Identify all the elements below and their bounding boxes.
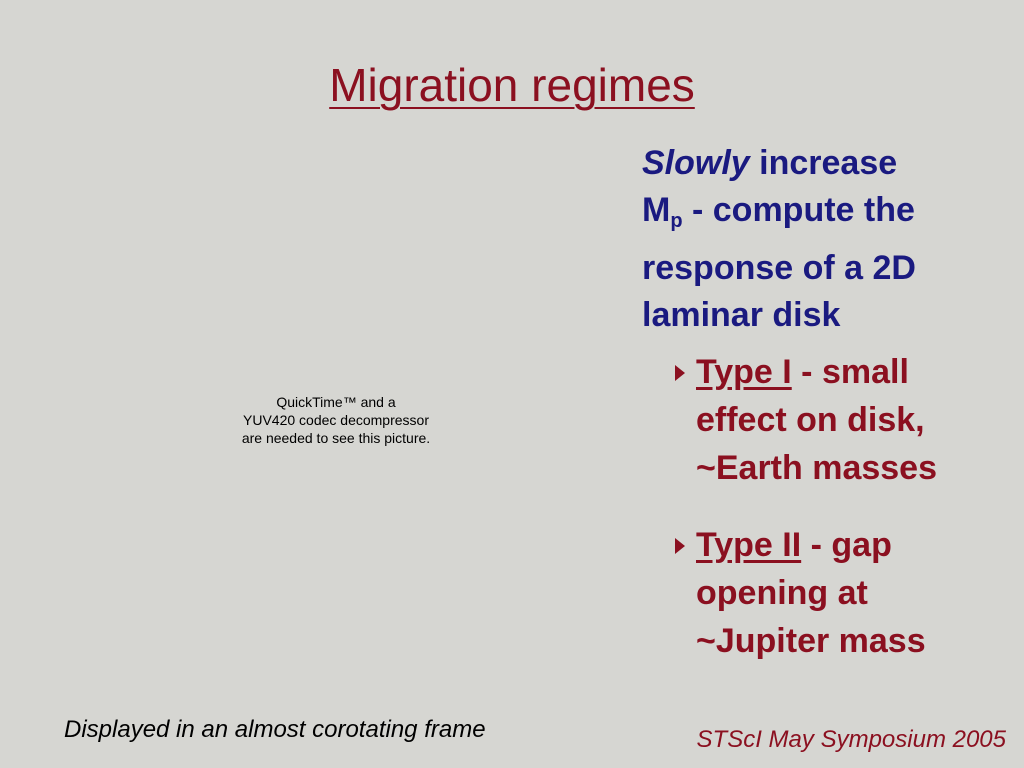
emphasis-word: Slowly (642, 144, 750, 182)
caption-right: STScI May Symposium 2005 (696, 726, 1006, 753)
main-point (642, 140, 1002, 339)
bullet-arrow-icon (675, 538, 685, 554)
mass-subscript: p (670, 210, 683, 232)
bullet-text (696, 521, 1015, 665)
main-point-line3: response of a 2D (642, 249, 916, 287)
bullet-type-ii (675, 521, 1015, 665)
media-placeholder-line1: QuickTime™ and a (276, 394, 396, 410)
slide-title: Migration regimes (329, 59, 695, 111)
mass-symbol: M (642, 191, 671, 229)
bullet-line1 (696, 526, 892, 564)
media-placeholder (196, 393, 476, 447)
bullet-line3: ~Earth masses (696, 449, 937, 487)
media-placeholder-line2: YUV420 codec decompressor (243, 412, 429, 428)
bullet-line2: opening at (696, 574, 868, 612)
bullet-type-i (675, 348, 1015, 492)
main-point-line1 (642, 140, 1002, 187)
bullet-line1 (696, 353, 909, 391)
bullet-line1-rest: - small (791, 353, 909, 391)
bullet-term: Type I (696, 353, 792, 391)
main-point-line1-rest: increase (749, 144, 898, 182)
main-point-line2 (642, 187, 1002, 245)
bullet-term: Type II (696, 526, 802, 564)
bullet-text (696, 348, 1015, 492)
bullet-arrow-icon (675, 365, 685, 381)
bullet-line1-rest: - gap (801, 526, 892, 564)
main-point-line4: laminar disk (642, 296, 841, 334)
caption-left: Displayed in an almost corotating frame (64, 716, 486, 743)
bullet-line2: effect on disk, (696, 401, 925, 439)
bullet-line3: ~Jupiter mass (696, 622, 926, 660)
main-point-line2-rest: - compute the (682, 191, 915, 229)
media-placeholder-line3: are needed to see this picture. (241, 430, 431, 446)
